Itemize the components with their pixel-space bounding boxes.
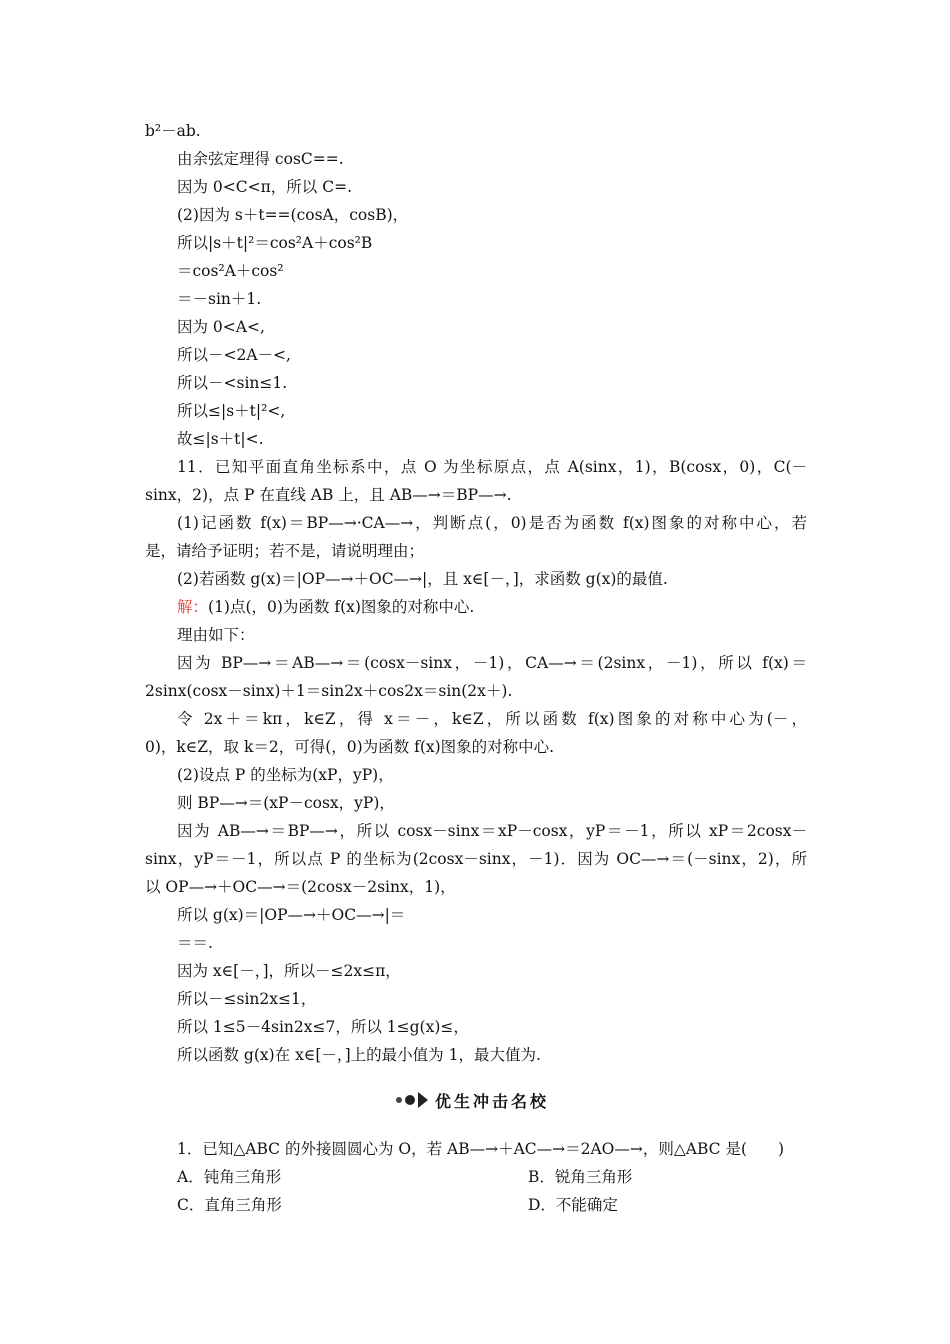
text-line: 所以 g(x)＝|OP—→＋OC—→|＝: [177, 906, 406, 924]
text-line: 理由如下：: [177, 626, 255, 644]
text-line: (2)设点 P 的坐标为(xP，yP)，: [177, 766, 394, 784]
text-line: (2)因为 s＋t==(cosA，cosB)，: [177, 206, 409, 224]
text-line: 则 BP—→＝(xP－cosx，yP)，: [177, 794, 395, 812]
problem-11-part1: (1)记函数 f(x)＝BP—→·CA—→，判断点(，0)是否为函数 f(x)图象的对称中心，若: [177, 514, 807, 532]
dot-icon: [396, 1097, 402, 1103]
option-b: B．锐角三角形: [528, 1168, 633, 1186]
section-title: 优生冲击名校: [435, 1091, 550, 1111]
dot-icon: [405, 1095, 415, 1105]
text-line: 以 OP—→＋OC—→＝(2cosx－2sinx，1)，: [145, 878, 456, 896]
question-1-stem: 1．已知△ABC 的外接圆圆心为 O，若 AB—→＋AC—→＝2AO—→，则△ABC 是( ): [177, 1140, 785, 1158]
section-banner: [396, 1087, 556, 1113]
text-line: 0)，k∈Z，取 k＝2，可得(，0)为函数 f(x)图象的对称中心.: [145, 738, 555, 756]
text-line: 所以－<sin≤1.: [177, 374, 288, 392]
problem-11-part1-cont: 是，请给予证明；若不是，请说明理由；: [145, 542, 425, 560]
text-line: 所以函数 g(x)在 x∈[－，]上的最小值为 1，最大值为.: [177, 1046, 541, 1064]
text-line: 因为 x∈[－，]，所以－≤2x≤π，: [177, 962, 401, 980]
text-line: 所以 1≤5－4sin2x≤7，所以 1≤g(x)≤，: [177, 1018, 469, 1036]
text-line: 所以|s＋t|²＝cos²A＋cos²B: [177, 234, 373, 252]
option-d: D．不能确定: [528, 1196, 618, 1214]
text-line: 故≤|s＋t|<.: [177, 430, 264, 448]
text-line: 由余弦定理得 cosC==.: [177, 150, 344, 168]
problem-11-stem: 11．已知平面直角坐标系中，点 O 为坐标原点，点 A(sinx，1)，B(cosx，0)，C(－: [177, 458, 807, 476]
text-line: 所以≤|s＋t|²<,: [177, 402, 286, 420]
text-line: sinx，yP＝－1，所以点 P 的坐标为(2cosx－sinx，－1)．因为 OC—→＝(－sinx，2)，所: [145, 850, 807, 868]
text-line: b²－ab.: [145, 122, 201, 140]
text-line: 所以－<2A－<,: [177, 346, 291, 364]
text-line: 因为 BP—→＝AB—→＝(cosx－sinx，－1)，CA—→＝(2sinx，－1)，所以 f(x)＝: [177, 654, 807, 672]
text-line: ＝＝.: [177, 934, 213, 952]
option-a: A．钝角三角形: [177, 1168, 282, 1186]
option-c: C．直角三角形: [177, 1196, 282, 1214]
solution-label: 解：: [177, 598, 209, 616]
text-line: 因为 0<C<π，所以 C=.: [177, 178, 353, 196]
arrow-right-icon: [418, 1092, 428, 1108]
text-line: 2sinx(cosx－sinx)＋1＝sin2x＋cos2x＝sin(2x＋).: [145, 682, 513, 700]
text-line: 因为 0<A<,: [177, 318, 265, 336]
solution-first-line: 解：(1)点(，0)为函数 f(x)图象的对称中心.: [177, 598, 475, 616]
text-line: ＝－sin＋1.: [177, 290, 262, 308]
text-line: 因为 AB—→＝BP—→，所以 cosx－sinx＝xP－cosx，yP＝－1，所以 xP＝2cosx－: [177, 822, 807, 840]
problem-11-part2: (2)若函数 g(x)＝|OP—→＋OC—→|，且 x∈[－，]，求函数 g(x)的最值.: [177, 570, 668, 588]
problem-11-stem-cont: sinx，2)，点 P 在直线 AB 上，且 AB—→＝BP—→.: [145, 486, 512, 504]
text-line: 所以－≤sin2x≤1，: [177, 990, 317, 1008]
text-line: ＝cos²A＋cos²: [177, 262, 284, 280]
text-line: 令 2x＋＝kπ，k∈Z，得 x＝－，k∈Z，所以函数 f(x)图象的对称中心为(－，: [177, 710, 807, 728]
